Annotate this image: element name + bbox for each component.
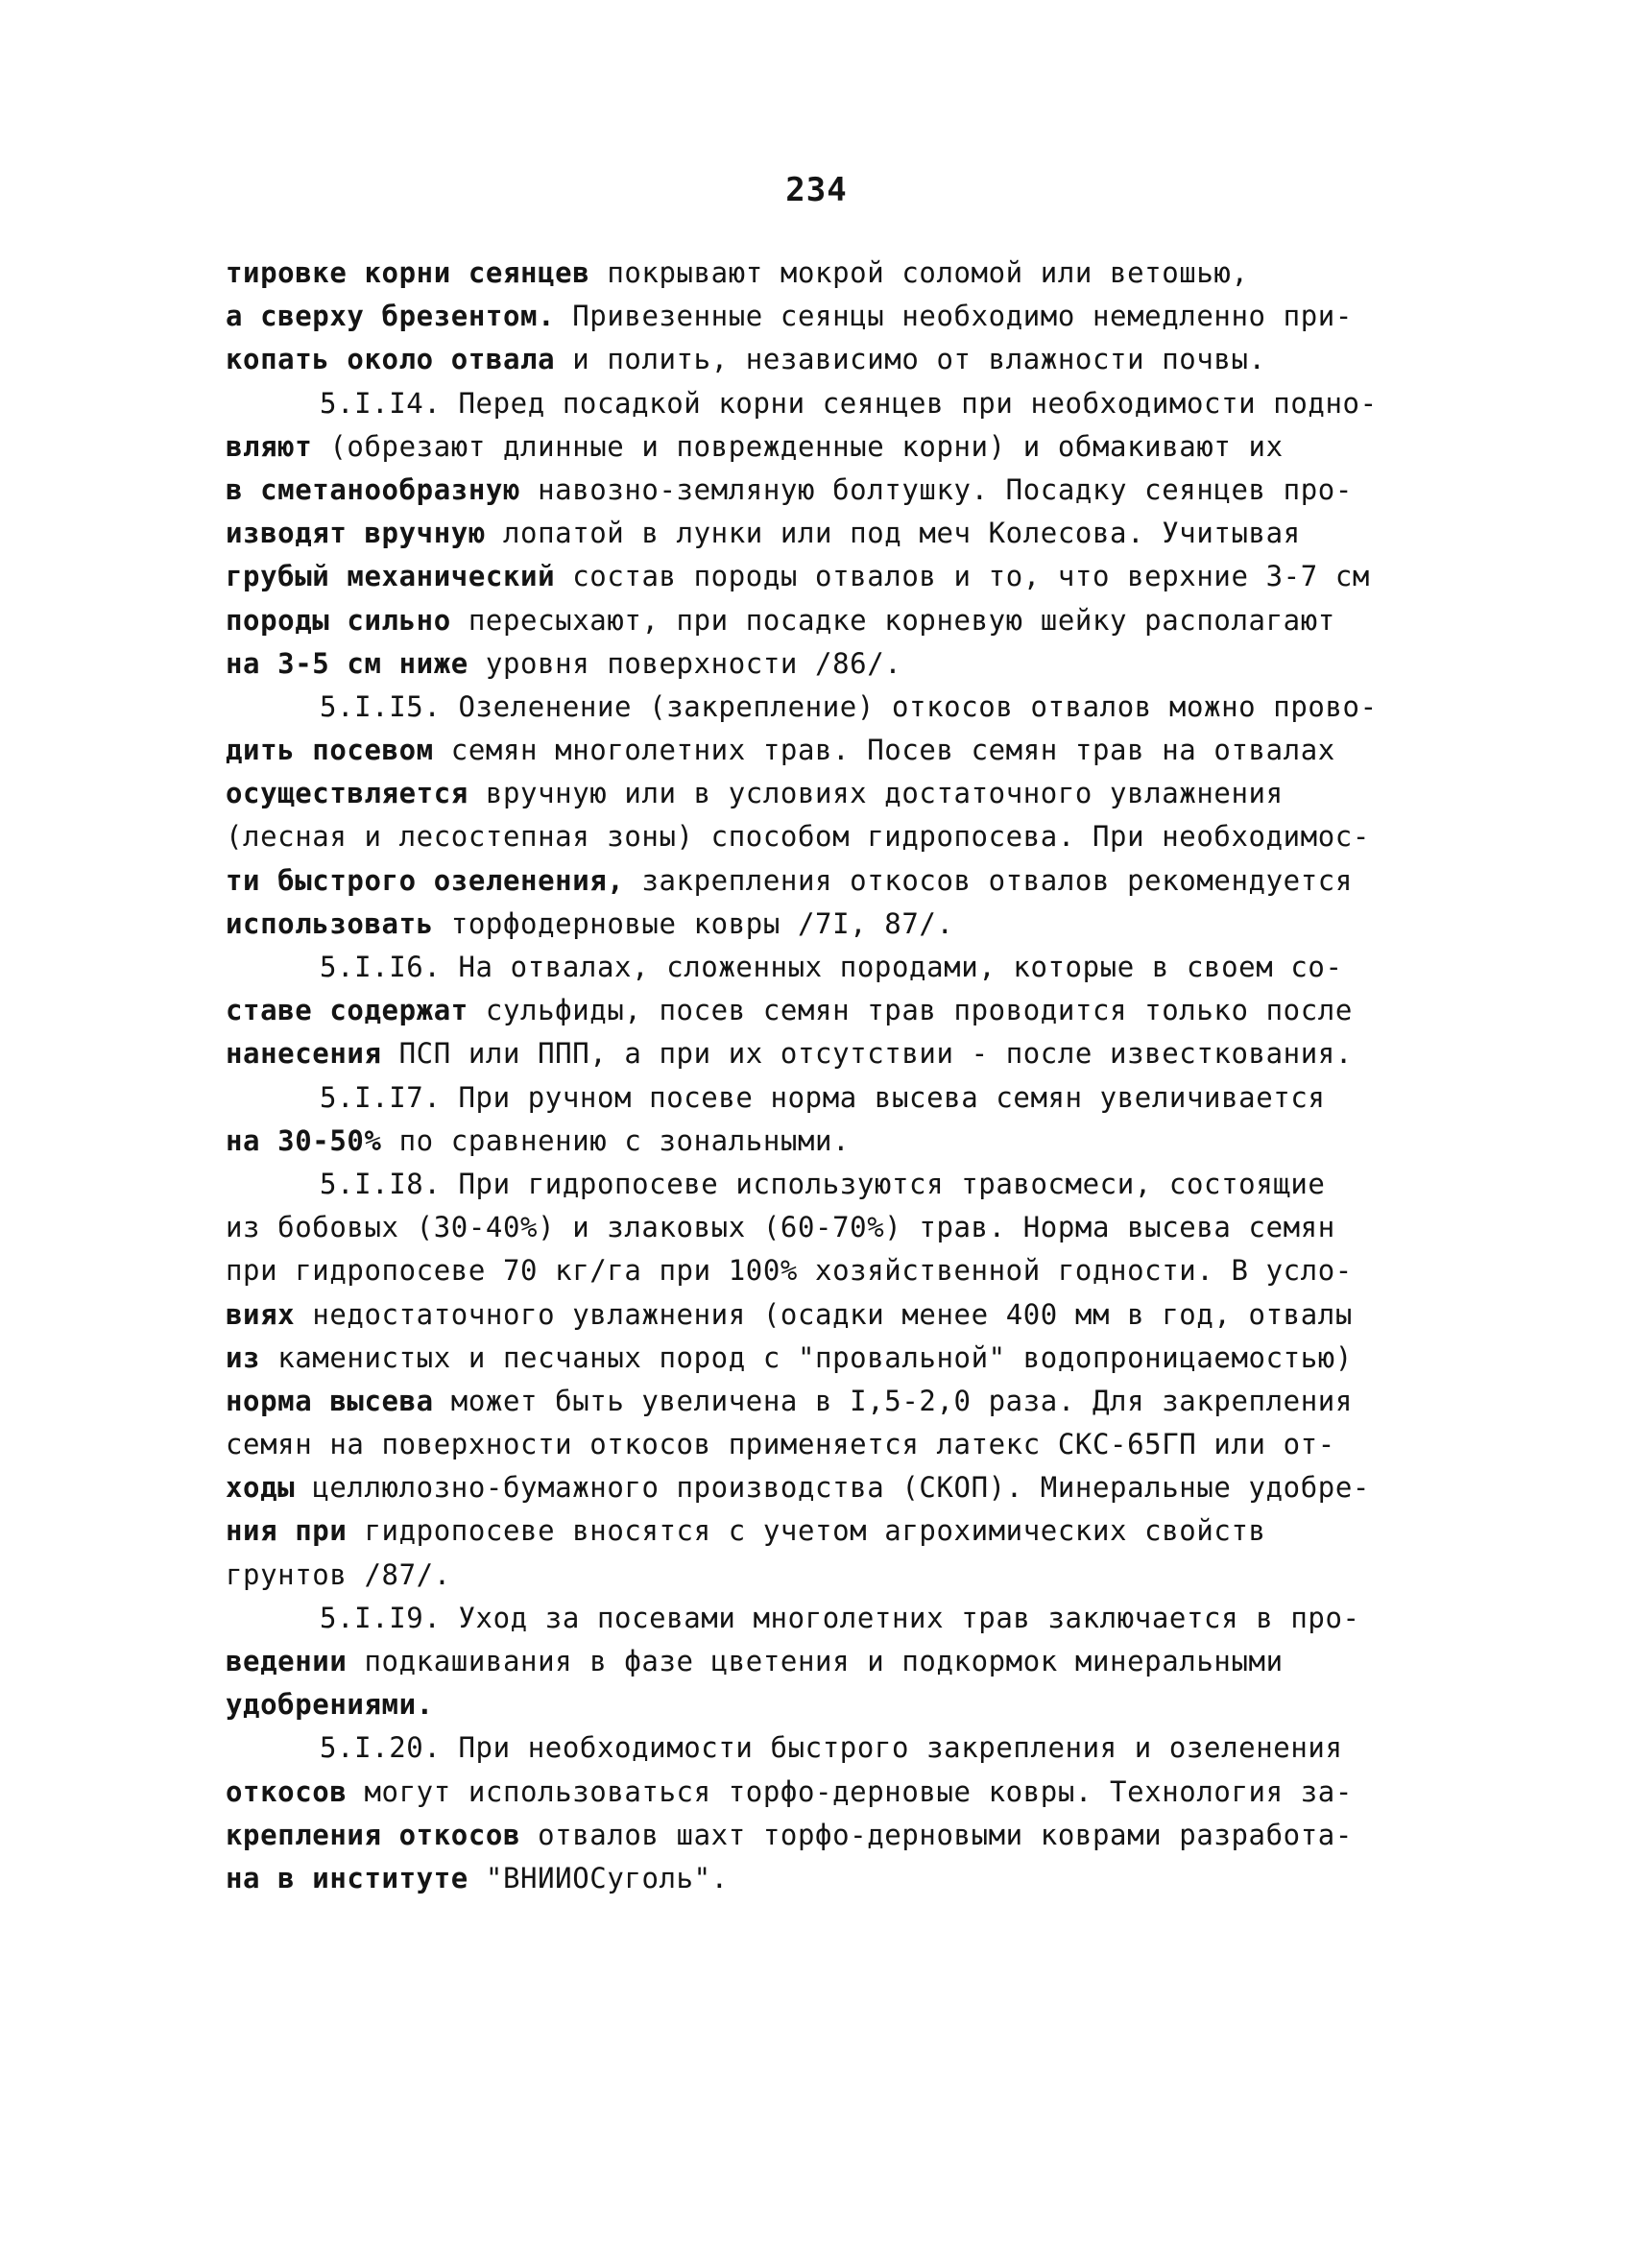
- text-line: [226, 338, 1440, 381]
- text-line-body: (обрезают длинные и поврежденные корни) и обмакивают их: [329, 429, 1284, 463]
- text-line-body: ПСП или ППП, а при их отсутствии - после известкования.: [398, 1037, 1353, 1071]
- text-line-body: 5.I.I7. При ручном посеве норма высева семян увеличивается: [320, 1080, 1326, 1114]
- text-line: [226, 729, 1440, 772]
- text-line: [226, 1206, 1440, 1249]
- text-line: [226, 1683, 1440, 1726]
- text-line: [226, 1509, 1440, 1553]
- text-line-emphasis: на 30-50%: [226, 1123, 399, 1157]
- text-line-emphasis: удобрениями.: [226, 1688, 434, 1722]
- text-line-body: "ВНИИОСуголь".: [485, 1861, 729, 1894]
- text-line-body: по сравнению с зональными.: [398, 1123, 851, 1157]
- text-line-emphasis: изводят вручную: [226, 517, 503, 550]
- text-line-emphasis: ставе содержат: [226, 994, 486, 1027]
- text-line-body: 5.I.20. При необходимости быстрого закрепления и озеленения: [320, 1731, 1343, 1765]
- text-line: [226, 1771, 1440, 1814]
- text-line-body: торфодерновые ковры /7I, 87/.: [450, 906, 954, 940]
- text-line: [226, 1249, 1440, 1292]
- text-line-body: состав породы отвалов и то, что верхние 3-7 см: [572, 560, 1370, 593]
- text-line-emphasis: ходы: [226, 1471, 313, 1505]
- text-line-emphasis: на в институте: [226, 1861, 486, 1894]
- text-line: [226, 859, 1440, 903]
- text-line-body: уровня поверхности /86/.: [485, 646, 902, 680]
- text-line-emphasis: ния при: [226, 1514, 365, 1548]
- text-line: [226, 903, 1440, 946]
- text-line-emphasis: в сметанообразную: [226, 472, 539, 506]
- text-line-body: вручную или в условиях достаточного увлажнения: [485, 777, 1284, 810]
- text-line-emphasis: тировке корни сеянцев: [226, 256, 608, 289]
- text-line: [226, 815, 1440, 858]
- text-line-body: семян многолетних трав. Посев семян трав на отвалах: [450, 734, 1335, 767]
- text-line: [226, 1857, 1440, 1900]
- text-line-body: 5.I.I6. На отвалах, сложенных породами, которые в своем со-: [320, 951, 1343, 983]
- text-line-emphasis: копать около отвала: [226, 343, 573, 376]
- text-line-body: отвалов шахт торфо-дерновыми коврами разработа-: [538, 1818, 1353, 1851]
- text-line: [226, 469, 1440, 512]
- text-line-body: (лесная и лесостепная зоны) способом гидропосева. При необходимос-: [226, 820, 1370, 854]
- text-line-body: каменистых и песчаных пород с "провальной" водопроницаемостью): [277, 1340, 1353, 1374]
- text-line-body: закрепления откосов отвалов рекомендуется: [641, 863, 1353, 897]
- text-line-body: может быть увеличена в I,5-2,0 раза. Для закрепления: [450, 1384, 1353, 1417]
- text-line: [226, 946, 1440, 989]
- text-line-emphasis: на 3-5 см ниже: [226, 646, 486, 680]
- text-line-emphasis: откосов: [226, 1774, 365, 1808]
- text-line: [226, 512, 1440, 555]
- text-line-emphasis: из: [226, 1340, 278, 1374]
- text-line: [226, 1120, 1440, 1163]
- text-line: [226, 1076, 1440, 1120]
- text-line-emphasis: использовать: [226, 906, 451, 940]
- text-line: [226, 1337, 1440, 1380]
- text-line: [226, 1380, 1440, 1423]
- text-line-emphasis: норма высева: [226, 1384, 451, 1417]
- text-line: [226, 425, 1440, 469]
- text-line-emphasis: ведении: [226, 1645, 365, 1677]
- text-line-body: целлюлозно-бумажного производства (СКОП). Минеральные удобре-: [312, 1471, 1370, 1505]
- text-line-emphasis: вляют: [226, 429, 330, 463]
- text-line-body: 5.I.I4. Перед посадкой корни сеянцев при необходимости подно-: [320, 386, 1378, 420]
- text-line: [226, 382, 1440, 425]
- text-line-body: 5.I.I9. Уход за посевами многолетних трав заключается в про-: [320, 1601, 1360, 1634]
- text-line: [226, 1423, 1440, 1466]
- text-line-body: гидропосеве вносятся с учетом агрохимических свойств: [364, 1514, 1266, 1548]
- text-line-emphasis: грубый механический: [226, 560, 573, 593]
- text-line-emphasis: дить посевом: [226, 734, 451, 767]
- text-line-emphasis: крепления откосов: [226, 1818, 539, 1851]
- text-line-body: навозно-земляную болтушку. Посадку сеянцев про-: [538, 472, 1353, 506]
- text-line-emphasis: осуществляется: [226, 777, 486, 810]
- text-line-body: 5.I.I8. При гидропосеве используются травосмеси, состоящие: [320, 1167, 1326, 1200]
- text-line: [226, 1032, 1440, 1075]
- text-line-body: лопатой в лунки или под меч Колесова. Учитывая: [502, 517, 1301, 550]
- text-line-emphasis: породы сильно: [226, 603, 468, 637]
- text-line-emphasis: виях: [226, 1297, 313, 1331]
- text-line-body: Привезенные сеянцы необходимо немедленно при-: [572, 300, 1353, 333]
- text-line: [226, 599, 1440, 642]
- text-line: [226, 1466, 1440, 1509]
- text-line: [226, 686, 1440, 729]
- body-text: [226, 252, 1440, 1900]
- text-line: [226, 1814, 1440, 1857]
- text-line-emphasis: ти быстрого озеленения,: [226, 863, 642, 897]
- text-line: [226, 1293, 1440, 1337]
- text-line-body: 5.I.I5. Озеленение (закрепление) откосов отвалов можно прово-: [320, 689, 1378, 723]
- text-line-body: покрывают мокрой соломой или ветошью,: [607, 256, 1249, 289]
- text-line-body: сульфиды, посев семян трав проводится только после: [485, 994, 1353, 1027]
- text-line: [226, 295, 1440, 338]
- text-line-body: пересыхают, при посадке корневую шейку располагают: [468, 603, 1335, 637]
- text-line-body: подкашивания в фазе цветения и подкормок минеральными: [364, 1645, 1284, 1677]
- text-line-body: при гидропосеве 70 кг/га при 100% хозяйственной годности. В усло-: [226, 1254, 1353, 1288]
- text-line-body: недостаточного увлажнения (осадки менее 400 мм в год, отвалы: [312, 1297, 1353, 1331]
- text-line: [226, 1597, 1440, 1640]
- text-line: [226, 1726, 1440, 1770]
- page-number: 234: [785, 171, 848, 209]
- text-line: [226, 1640, 1440, 1683]
- text-line-body: и полить, независимо от влажности почвы.: [572, 343, 1266, 376]
- text-line: [226, 1163, 1440, 1206]
- text-line-body: грунтов /87/.: [226, 1557, 451, 1591]
- text-line: [226, 989, 1440, 1032]
- text-line: [226, 772, 1440, 815]
- text-line: [226, 642, 1440, 686]
- text-line: [226, 555, 1440, 598]
- text-line-emphasis: нанесения: [226, 1037, 399, 1071]
- text-line: [226, 252, 1440, 295]
- text-line: [226, 1554, 1440, 1597]
- text-line-emphasis: а сверху брезентом.: [226, 300, 573, 333]
- text-line-body: могут использоваться торфо-дерновые ковры. Технология за-: [364, 1774, 1353, 1808]
- text-line-body: семян на поверхности откосов применяется латекс СКС-65ГП или от-: [226, 1428, 1335, 1461]
- text-line-body: из бобовых (30-40%) и злаковых (60-70%) трав. Норма высева семян: [226, 1211, 1335, 1244]
